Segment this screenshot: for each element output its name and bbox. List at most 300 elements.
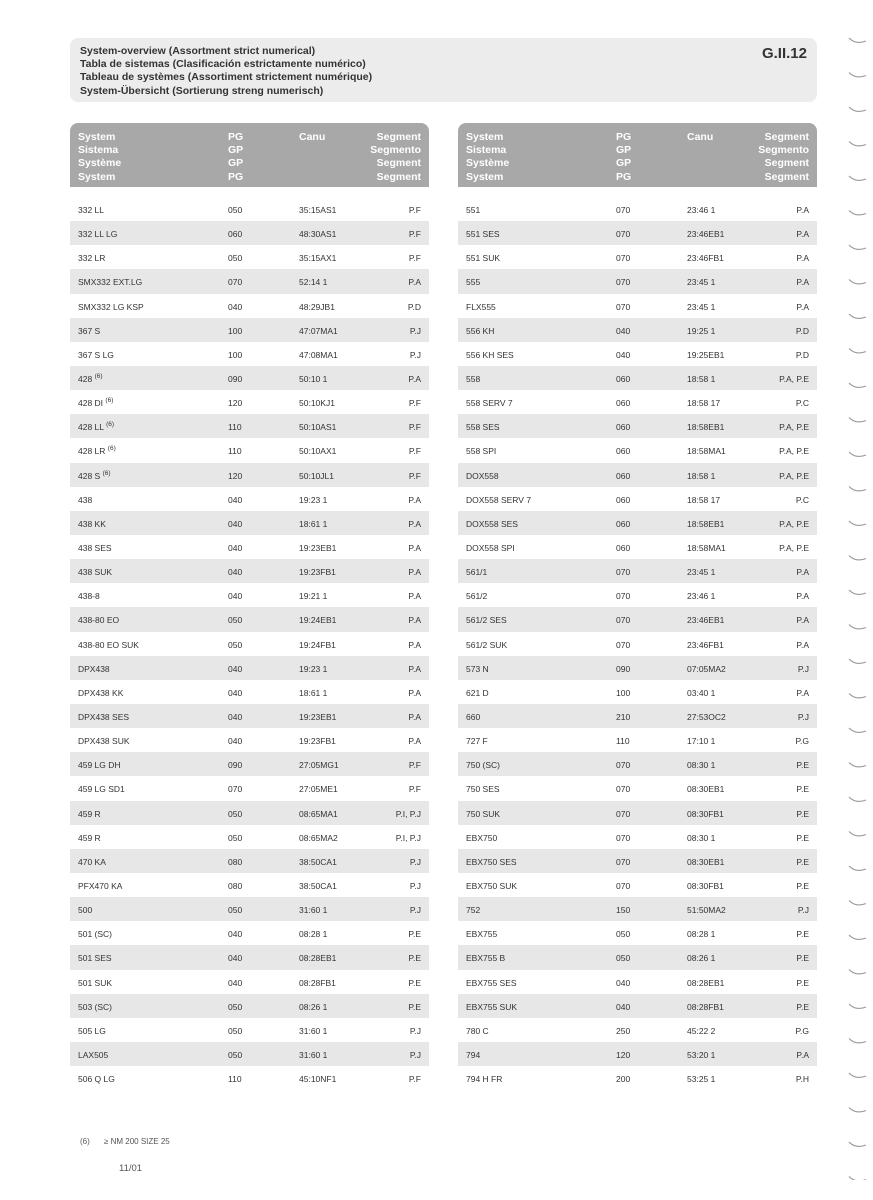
system-cell (466, 760, 500, 770)
system-cell-text: 332 LL LG (78, 229, 118, 240)
pg-cell-text: 060 (616, 422, 631, 433)
canu-cell-text: 18:58 17 (687, 398, 721, 409)
pg-cell (228, 229, 242, 239)
canu-cell (299, 1074, 336, 1084)
canu-cell (687, 229, 724, 239)
pg-cell (228, 712, 242, 722)
canu-cell (687, 712, 726, 722)
segment-cell-text: P.J (409, 880, 421, 891)
table-row (458, 825, 817, 849)
pg-cell (228, 784, 242, 794)
pg-cell-text: 100 (228, 349, 243, 360)
system-cell (466, 1074, 502, 1084)
system-cell-text: DPX438 KK (78, 687, 124, 698)
segment-cell-text: P.F (408, 446, 421, 457)
segment-cell-text: P.F (408, 422, 421, 433)
segment-cell (796, 809, 809, 819)
binding-ring (849, 142, 866, 146)
canu-cell-text: 50:10AS1 (299, 422, 337, 433)
pg-cell-text: 070 (616, 229, 631, 240)
table-row (458, 801, 817, 825)
pg-cell-text: 070 (616, 760, 631, 771)
table-row (70, 1018, 429, 1042)
table-row (458, 680, 817, 704)
segment-cell-text: P.F (408, 398, 421, 409)
pg-cell-text: 050 (228, 808, 243, 819)
table-row (70, 197, 429, 221)
system-cell (78, 664, 110, 674)
column-canu-label: Canu (299, 131, 326, 143)
system-cell (466, 1002, 517, 1012)
system-cell (78, 277, 142, 287)
segment-cell (408, 615, 421, 625)
segment-cell (796, 205, 809, 215)
pg-cell (616, 736, 630, 746)
binding-ring (849, 1004, 866, 1008)
segment-cell-text: P.E (796, 760, 809, 771)
table-row (70, 921, 429, 945)
canu-cell (299, 591, 327, 601)
table-row (70, 559, 429, 583)
table-row (70, 1066, 429, 1090)
table-row (70, 752, 429, 776)
segment-cell-text: P.A (796, 687, 809, 698)
segment-cell-text: P.E (796, 929, 809, 940)
system-cell (466, 567, 487, 577)
pg-cell-text: 040 (616, 1001, 631, 1012)
canu-cell (299, 953, 336, 963)
pg-cell-text: 040 (616, 325, 631, 336)
canu-cell (299, 881, 337, 891)
footnote-ref: (6) (94, 373, 103, 381)
system-cell-text: 561/2 SES (466, 615, 507, 626)
canu-cell-text: 23:45 1 (687, 277, 716, 288)
table-row (70, 487, 429, 511)
canu-cell (687, 374, 715, 384)
pg-cell-text: 050 (228, 1049, 243, 1060)
canu-cell-text: 23:46EB1 (687, 229, 725, 240)
binding-ring (849, 211, 866, 215)
segment-cell-text: P.H (795, 1074, 809, 1085)
system-cell (78, 205, 104, 215)
table-row (70, 970, 429, 994)
canu-cell (687, 1074, 715, 1084)
system-cell (78, 495, 92, 505)
column-system-de: System (466, 170, 504, 183)
canu-cell (299, 277, 327, 287)
column-system-de: System (78, 170, 116, 183)
table-row (458, 752, 817, 776)
canu-cell (299, 567, 336, 577)
system-cell (466, 519, 518, 529)
footnote-ref: (6) (107, 445, 116, 453)
table-row (458, 849, 817, 873)
canu-cell-text: 23:46FB1 (687, 253, 724, 264)
segment-cell-text: P.E (796, 808, 809, 819)
pg-cell-text: 120 (616, 1049, 631, 1060)
segment-cell (796, 567, 809, 577)
segment-cell (796, 398, 809, 408)
canu-cell (687, 1026, 715, 1036)
pg-cell (616, 809, 630, 819)
pg-cell-text: 050 (228, 615, 243, 626)
pg-cell (228, 760, 242, 770)
canu-cell-text: 45:22 2 (687, 1025, 716, 1036)
pg-cell-text: 070 (616, 567, 631, 578)
system-cell (78, 712, 129, 722)
segment-cell (796, 929, 809, 939)
segment-cell (796, 495, 809, 505)
system-cell-text: 367 S (78, 325, 101, 336)
canu-cell (299, 422, 336, 432)
canu-cell (299, 519, 327, 529)
canu-cell-text: 08:28EB1 (299, 953, 337, 964)
pg-cell-text: 040 (228, 663, 243, 674)
title-line-es: Tabla de sistemas (Clasificación estrictamente numérico) (80, 58, 366, 71)
segment-cell-text: P.G (795, 736, 809, 747)
column-canu (299, 131, 325, 144)
binding-ring (849, 1142, 866, 1146)
segment-cell (409, 205, 421, 215)
system-cell-text: 459 LG DH (78, 760, 121, 771)
pg-cell (616, 495, 630, 505)
footnote-ref: (6) (106, 421, 115, 429)
segment-cell (409, 760, 421, 770)
pg-cell (616, 350, 630, 360)
table-row (70, 511, 429, 535)
system-cell-text: 556 KH SES (466, 349, 514, 360)
segment-cell (796, 1050, 809, 1060)
pg-cell-text: 060 (616, 470, 631, 481)
canu-cell-text: 23:46 1 (687, 591, 716, 602)
canu-cell-text: 50:10 1 (299, 373, 328, 384)
pg-cell-text: 040 (228, 953, 243, 964)
system-cell (78, 1050, 108, 1060)
pg-cell-text: 050 (228, 832, 243, 843)
pg-cell-text: 070 (228, 277, 243, 288)
segment-cell-text: P.E (796, 832, 809, 843)
system-cell (78, 736, 130, 746)
system-cell (78, 326, 100, 336)
pg-cell-text: 070 (616, 253, 631, 264)
canu-cell (299, 374, 327, 384)
table-row (458, 559, 817, 583)
pg-cell (616, 567, 630, 577)
system-cell (78, 253, 105, 263)
canu-cell-text: 18:58MA1 (687, 446, 726, 457)
canu-cell-text: 08:28FB1 (299, 977, 336, 988)
canu-cell-text: 18:61 1 (299, 687, 328, 698)
table-row (70, 994, 429, 1018)
pg-cell (616, 205, 630, 215)
table-row (70, 414, 429, 438)
segment-cell (408, 953, 421, 963)
system-cell (466, 398, 513, 408)
canu-cell-text: 23:45 1 (687, 567, 716, 578)
pg-cell (228, 567, 242, 577)
canu-cell (299, 398, 335, 408)
system-cell-text: DOX558 SPI (466, 542, 515, 553)
canu-cell (687, 302, 715, 312)
pg-cell (228, 809, 242, 819)
segment-cell (409, 253, 421, 263)
canu-cell-text: 45:10NF1 (299, 1074, 337, 1085)
system-cell-text: 750 SES (466, 784, 500, 795)
canu-cell-text: 19:23 1 (299, 663, 328, 674)
system-cell (78, 857, 106, 867)
canu-cell (299, 1026, 327, 1036)
column-pg-es: GP (616, 144, 632, 157)
system-cell-text: EBX755 SUK (466, 1001, 518, 1012)
pg-cell (228, 1026, 242, 1036)
pg-cell-text: 060 (616, 494, 631, 505)
canu-cell (299, 350, 338, 360)
segment-cell-text: P.E (796, 977, 809, 988)
table-row (70, 897, 429, 921)
binding-ring (849, 280, 866, 284)
table-row (458, 970, 817, 994)
canu-cell-text: 08:26 1 (687, 953, 716, 964)
title-line-de: System-Übersicht (Sortierung streng numerisch) (80, 84, 324, 97)
segment-cell-text: P.F (408, 229, 421, 240)
pg-cell (616, 591, 630, 601)
binding-ring (849, 1108, 866, 1112)
table-row (458, 583, 817, 607)
pg-cell-text: 050 (616, 953, 631, 964)
binding-ring (849, 383, 866, 387)
segment-cell (796, 784, 809, 794)
system-cell (78, 302, 144, 312)
title-line-en: System-overview (Assortment strict numerical) (80, 45, 316, 57)
system-cell (466, 350, 514, 360)
canu-cell-text: 27:53OC2 (687, 711, 726, 722)
canu-cell (299, 446, 336, 456)
segment-cell-text: P.F (408, 760, 421, 771)
table-row (458, 245, 817, 269)
system-cell (78, 929, 112, 939)
pg-cell-text: 070 (616, 808, 631, 819)
segment-cell-text: P.A (796, 615, 809, 626)
canu-cell (687, 277, 715, 287)
system-cell-text: 501 SUK (78, 977, 113, 988)
table-row (70, 269, 429, 293)
binding-ring (849, 107, 866, 111)
system-cell-text: 438 SUK (78, 567, 113, 578)
pg-cell-text: 040 (228, 494, 243, 505)
column-canu-label: Canu (687, 131, 714, 143)
canu-cell (687, 253, 724, 263)
segment-cell-text: P.A (408, 567, 421, 578)
canu-cell (299, 471, 334, 481)
system-cell (466, 277, 480, 287)
segment-cell-text: P.F (408, 470, 421, 481)
pg-cell (228, 519, 242, 529)
pg-cell-text: 040 (228, 591, 243, 602)
segment-cell (796, 1002, 809, 1012)
segment-cell-text: P.D (795, 349, 809, 360)
pg-cell-text: 040 (228, 518, 243, 529)
pg-cell (228, 688, 242, 698)
segment-cell-text: P.I, P.J (395, 808, 421, 819)
segment-cell (396, 833, 421, 843)
canu-cell (299, 857, 337, 867)
pg-cell-text: 060 (616, 542, 631, 553)
table-row (458, 632, 817, 656)
canu-cell-text: 19:24FB1 (299, 639, 336, 650)
canu-cell-text: 18:61 1 (299, 518, 328, 529)
table-row (458, 342, 817, 366)
pg-cell (228, 374, 242, 384)
system-cell (78, 374, 103, 384)
segment-cell (779, 374, 809, 384)
segment-cell-text: P.A, P.E (779, 542, 809, 553)
system-cell-text: 438 KK (78, 518, 106, 529)
canu-cell-text: 19:25EB1 (687, 349, 725, 360)
binding-ring (849, 1177, 866, 1181)
segment-cell (796, 326, 809, 336)
column-pg-de: PG (616, 170, 632, 183)
canu-cell-text: 19:23FB1 (299, 567, 336, 578)
footnote-text: ≥ NM 200 SIZE 25 (104, 1137, 170, 1146)
system-cell-text: 750 (SC) (466, 760, 501, 771)
binding-ring (849, 176, 866, 180)
table-row (458, 1066, 817, 1090)
canu-cell-text: 53:20 1 (687, 1049, 716, 1060)
footnote-ref: (6) (105, 397, 114, 405)
table-row (458, 414, 817, 438)
system-cell (78, 1002, 112, 1012)
pg-cell (616, 543, 630, 553)
system-cell-text: 428 (78, 373, 93, 384)
segment-cell-text: P.F (408, 205, 421, 215)
canu-cell (687, 615, 724, 625)
pg-cell (616, 978, 630, 988)
canu-cell-text: 19:25 1 (687, 325, 716, 336)
system-cell-text: DPX438 (78, 663, 110, 674)
canu-cell (687, 591, 715, 601)
table-row (458, 294, 817, 318)
segment-cell (408, 374, 421, 384)
canu-cell (687, 1002, 724, 1012)
segment-cell (796, 640, 809, 650)
column-pg-en: PG (616, 131, 632, 143)
canu-cell-text: 50:10AX1 (299, 446, 337, 457)
system-cell (78, 953, 112, 963)
system-cell-text: 428 LR (78, 446, 106, 457)
canu-cell-text: 08:30FB1 (687, 880, 724, 891)
system-cell-text: 470 KA (78, 856, 106, 867)
pg-cell (228, 495, 242, 505)
system-cell (78, 905, 92, 915)
canu-cell-text: 47:07MA1 (299, 325, 338, 336)
canu-cell-text: 31:60 1 (299, 1049, 328, 1060)
canu-cell (299, 543, 336, 553)
segment-cell-text: P.A (796, 591, 809, 602)
system-cell-text: EBX750 SES (466, 856, 517, 867)
system-cell-text: 501 (SC) (78, 929, 113, 940)
system-cell-text: 506 Q LG (78, 1074, 115, 1085)
system-cell (78, 567, 112, 577)
canu-cell-text: 19:24EB1 (299, 615, 337, 626)
system-cell (78, 1074, 115, 1084)
pg-cell-text: 060 (616, 373, 631, 384)
canu-cell-text: 47:08MA1 (299, 349, 338, 360)
segment-cell-text: P.A (408, 494, 421, 505)
segment-cell-text: P.E (796, 856, 809, 867)
system-cell (78, 978, 112, 988)
canu-cell (687, 350, 724, 360)
segment-cell (408, 543, 421, 553)
system-cell (78, 471, 111, 481)
system-cell (466, 543, 515, 553)
segment-cell (408, 567, 421, 577)
table-row (458, 897, 817, 921)
segment-cell-text: P.F (408, 784, 421, 795)
binding-ring (849, 418, 866, 422)
canu-cell-text: 23:46FB1 (687, 639, 724, 650)
pg-cell (228, 471, 242, 481)
canu-cell (687, 953, 715, 963)
system-cell-text: 752 (466, 905, 481, 916)
pg-cell (228, 253, 242, 263)
pg-cell (228, 953, 242, 963)
table-row (70, 607, 429, 631)
pg-cell (228, 350, 242, 360)
system-cell (466, 446, 496, 456)
table-row (458, 511, 817, 535)
pg-cell (228, 1050, 242, 1060)
segment-cell (408, 929, 421, 939)
segment-cell (408, 302, 421, 312)
canu-cell-text: 35:15AX1 (299, 253, 337, 264)
segment-cell-text: P.A (408, 518, 421, 529)
pg-cell (616, 1074, 630, 1084)
canu-cell-text: 23:46 1 (687, 205, 716, 215)
system-cell-text: PFX470 KA (78, 880, 123, 891)
canu-cell (687, 736, 715, 746)
table-row (70, 728, 429, 752)
pg-cell (616, 712, 630, 722)
column-segment (370, 131, 421, 184)
table-row (458, 221, 817, 245)
pg-cell (616, 664, 630, 674)
column-system (78, 131, 121, 184)
canu-cell (687, 471, 715, 481)
segment-cell (796, 760, 809, 770)
canu-cell (299, 205, 336, 215)
pg-cell (616, 1002, 630, 1012)
binding-ring (849, 73, 866, 77)
canu-cell-text: 08:26 1 (299, 1001, 328, 1012)
pg-cell (228, 736, 242, 746)
pg-cell-text: 070 (616, 784, 631, 795)
pg-cell-text: 070 (616, 591, 631, 602)
segment-cell (409, 1074, 421, 1084)
pg-cell (228, 326, 242, 336)
binding-ring (849, 590, 866, 594)
binding-ring (849, 245, 866, 249)
system-cell-text: FLX555 (466, 301, 496, 312)
pg-cell-text: 120 (228, 398, 243, 409)
canu-cell (687, 422, 724, 432)
system-cell-text: 459 R (78, 832, 101, 843)
canu-cell (299, 229, 336, 239)
column-pg (616, 131, 631, 184)
pg-cell-text: 070 (616, 832, 631, 843)
system-cell-text: 561/2 (466, 591, 488, 602)
table-row (458, 390, 817, 414)
canu-cell (299, 809, 338, 819)
